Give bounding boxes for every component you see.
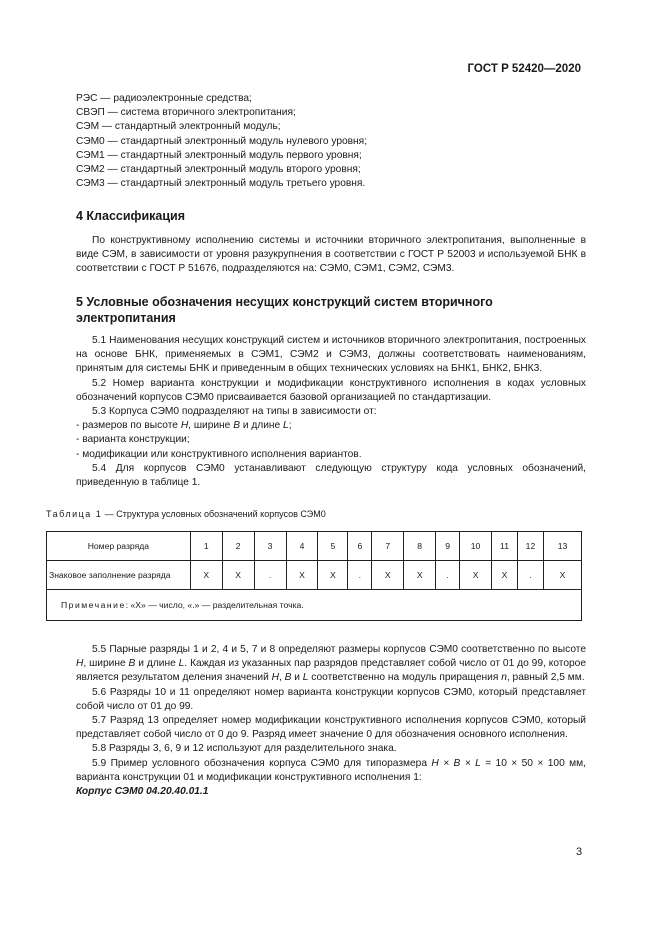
symbol-h: H xyxy=(180,420,189,432)
table-cell: 3 xyxy=(254,532,286,561)
text-span: 5.9 Пример условного обозначения корпуса СЭМ0 для типоразмера xyxy=(92,757,432,769)
table-row xyxy=(47,532,582,561)
text-span: 5.5 Парные разряды 1 и 2, 4 и 5, 7 и 8 определяют размеры корпусов СЭМ0 соответственно по высоте xyxy=(92,644,586,655)
code-structure-table xyxy=(46,531,582,621)
text-span: соответственно на модуль приращения xyxy=(308,672,502,684)
table-cell: . xyxy=(436,561,460,590)
table-cell: X xyxy=(372,561,404,590)
text-span: и длине xyxy=(135,658,179,670)
text-span: = 10 × 50 × 100 мм, варианта конструкции 01 и модификации конструктивного исполнения 1: xyxy=(76,757,586,783)
paragraph-5-3: 5.3 Корпуса СЭМ0 подразделяют на типы в зависимости от: xyxy=(92,406,377,418)
row-header: Знаковое заполнение разряда xyxy=(47,561,191,590)
table-caption xyxy=(46,509,326,519)
abbreviation-item: СЭМ2 — стандартный электронный модуль второго уровня; xyxy=(76,164,361,176)
section-5-continued xyxy=(76,643,586,799)
table-cell: X xyxy=(318,561,348,590)
table-cell: X xyxy=(286,561,318,590)
abbreviation-item: РЭС — радиоэлектронные средства; xyxy=(76,93,252,104)
table-cell: X xyxy=(222,561,254,590)
table-cell: 4 xyxy=(286,532,318,561)
row-header: Номер разряда xyxy=(47,532,191,561)
table-cell: 9 xyxy=(436,532,460,561)
symbol-l: L xyxy=(178,658,185,670)
section-4-heading: 4 Классификация xyxy=(76,209,186,223)
table-cell: X xyxy=(404,561,436,590)
paragraph-5-1: 5.1 Наименования несущих конструкций систем и источников вторичного электропитания, построенных на основе БНК, применяемых в СЭМ1, СЭМ2 и СЭМ3, должны соответствовать наименованиям, принятым для системы БНК и приведенным в общих технических условиях на БНК1, БНК2, БНК3. xyxy=(76,335,586,375)
table-cell: X xyxy=(460,561,492,590)
symbol-n: n xyxy=(501,672,507,684)
note-label: Примечание xyxy=(61,600,126,610)
symbol-l: L xyxy=(302,672,309,684)
text-span: ; xyxy=(288,420,292,432)
abbreviations-list xyxy=(76,92,586,191)
text-span: и длине xyxy=(239,420,284,432)
section-5-body xyxy=(76,334,586,490)
abbreviation-item: СЭМ0 — стандартный электронный модуль нулевого уровня; xyxy=(76,135,368,147)
table-note xyxy=(47,590,582,621)
text-span: - размеров по высоте xyxy=(76,420,181,432)
table-row xyxy=(47,590,582,621)
table-cell: . xyxy=(517,561,543,590)
section-4-body xyxy=(76,234,586,277)
text-span: , xyxy=(278,672,285,684)
page-number: 3 xyxy=(576,846,583,858)
document-code: ГОСТ Р 52420—2020 xyxy=(467,63,581,75)
paragraph-5-5 xyxy=(76,643,586,686)
table-cell: 2 xyxy=(222,532,254,561)
list-item: - модификации или конструктивного исполнения вариантов. xyxy=(76,448,362,460)
example-designation: Корпус СЭМ0 04.20.40.01.1 xyxy=(76,786,209,798)
table-cell: 5 xyxy=(318,532,348,561)
formula: H × B × L xyxy=(431,757,481,769)
abbreviation-item: СЭМ3 — стандартный электронный модуль третьего уровня. xyxy=(76,178,366,190)
abbreviation-item: СЭМ1 — стандартный электронный модуль первого уровня; xyxy=(76,149,362,161)
text-span: , ширине xyxy=(188,420,234,432)
table-cell: X xyxy=(492,561,518,590)
table-cell: X xyxy=(543,561,581,590)
paragraph-5-2: 5.2 Номер варианта конструкции и модификации конструктивного исполнения в кодах условных обозначений корпусов СЭМ0 присваивается базовой организацией по стандартизации. xyxy=(76,377,586,403)
table-cell: 8 xyxy=(404,532,436,561)
paragraph-5-7: 5.7 Разряд 13 определяет номер модификации конструктивного исполнения корпусов СЭМ0, который представляет собой число от 0 до 9. Разряд имеет значение 0 для обозначения основного исполнения. xyxy=(76,715,586,741)
table-cell: . xyxy=(254,561,286,590)
section-5-heading: 5 Условные обозначения несущих конструкций систем вторичного электропитания xyxy=(76,295,493,325)
text-span: , ширине xyxy=(83,658,129,670)
table-cell: 11 xyxy=(492,532,518,561)
symbol-b: B xyxy=(128,658,136,670)
table-caption-text: — Структура условных обозначений корпусов СЭМ0 xyxy=(102,509,326,519)
text-span: . Каждая из указанных пар разрядов представляет собой число от 01 до 99, которое является результатом деления значений xyxy=(76,658,586,684)
symbol-b: B xyxy=(284,672,292,684)
text-span: , равный 2,5 мм. xyxy=(506,672,585,684)
table-cell: 12 xyxy=(517,532,543,561)
table-cell: 6 xyxy=(348,532,372,561)
note-text: : «X» — число, «.» — разделительная точка. xyxy=(125,600,304,610)
list-item: - варианта конструкции; xyxy=(76,434,190,446)
table-cell: 13 xyxy=(543,532,581,561)
symbol-h: H xyxy=(271,672,279,684)
paragraph-5-6: 5.6 Разряды 10 и 11 определяют номер варианта конструкции корпусов СЭМ0, который представляет собой число от 01 до 99. xyxy=(76,686,586,712)
table-cell: X xyxy=(190,561,222,590)
table-cell: 10 xyxy=(460,532,492,561)
symbol-h: H xyxy=(76,658,84,670)
symbol-l: L xyxy=(283,420,289,432)
table-cell: 1 xyxy=(190,532,222,561)
abbreviation-item: СВЭП — система вторичного электропитания; xyxy=(76,107,296,119)
table-caption-label: Таблица 1 xyxy=(46,509,103,519)
list-item xyxy=(76,419,586,433)
paragraph-5-8: 5.8 Разряды 3, 6, 9 и 12 используют для разделительного знака. xyxy=(92,743,397,755)
table-cell: . xyxy=(348,561,372,590)
paragraph-5-9 xyxy=(76,757,586,785)
paragraph: По конструктивному исполнению системы и источники вторичного электропитания, выполненные в виде СЭМ, в зависимости от уровня разукрупнения в соответствии с ГОСТ Р 52003 и используемой БНК в соответствии с ГОСТ Р 51676, подразделяются на: СЭМ0, СЭМ1, СЭМ2, СЭМ3. xyxy=(76,235,586,275)
symbol-b: B xyxy=(233,420,240,432)
table-cell: 7 xyxy=(372,532,404,561)
text-span: и xyxy=(291,672,303,684)
table-row xyxy=(47,561,582,590)
abbreviation-item: СЭМ — стандартный электронный модуль; xyxy=(76,121,281,133)
paragraph-5-4: 5.4 Для корпусов СЭМ0 устанавливают следующую структуру кода условных обозначений, приведенную в таблице 1. xyxy=(76,462,586,489)
